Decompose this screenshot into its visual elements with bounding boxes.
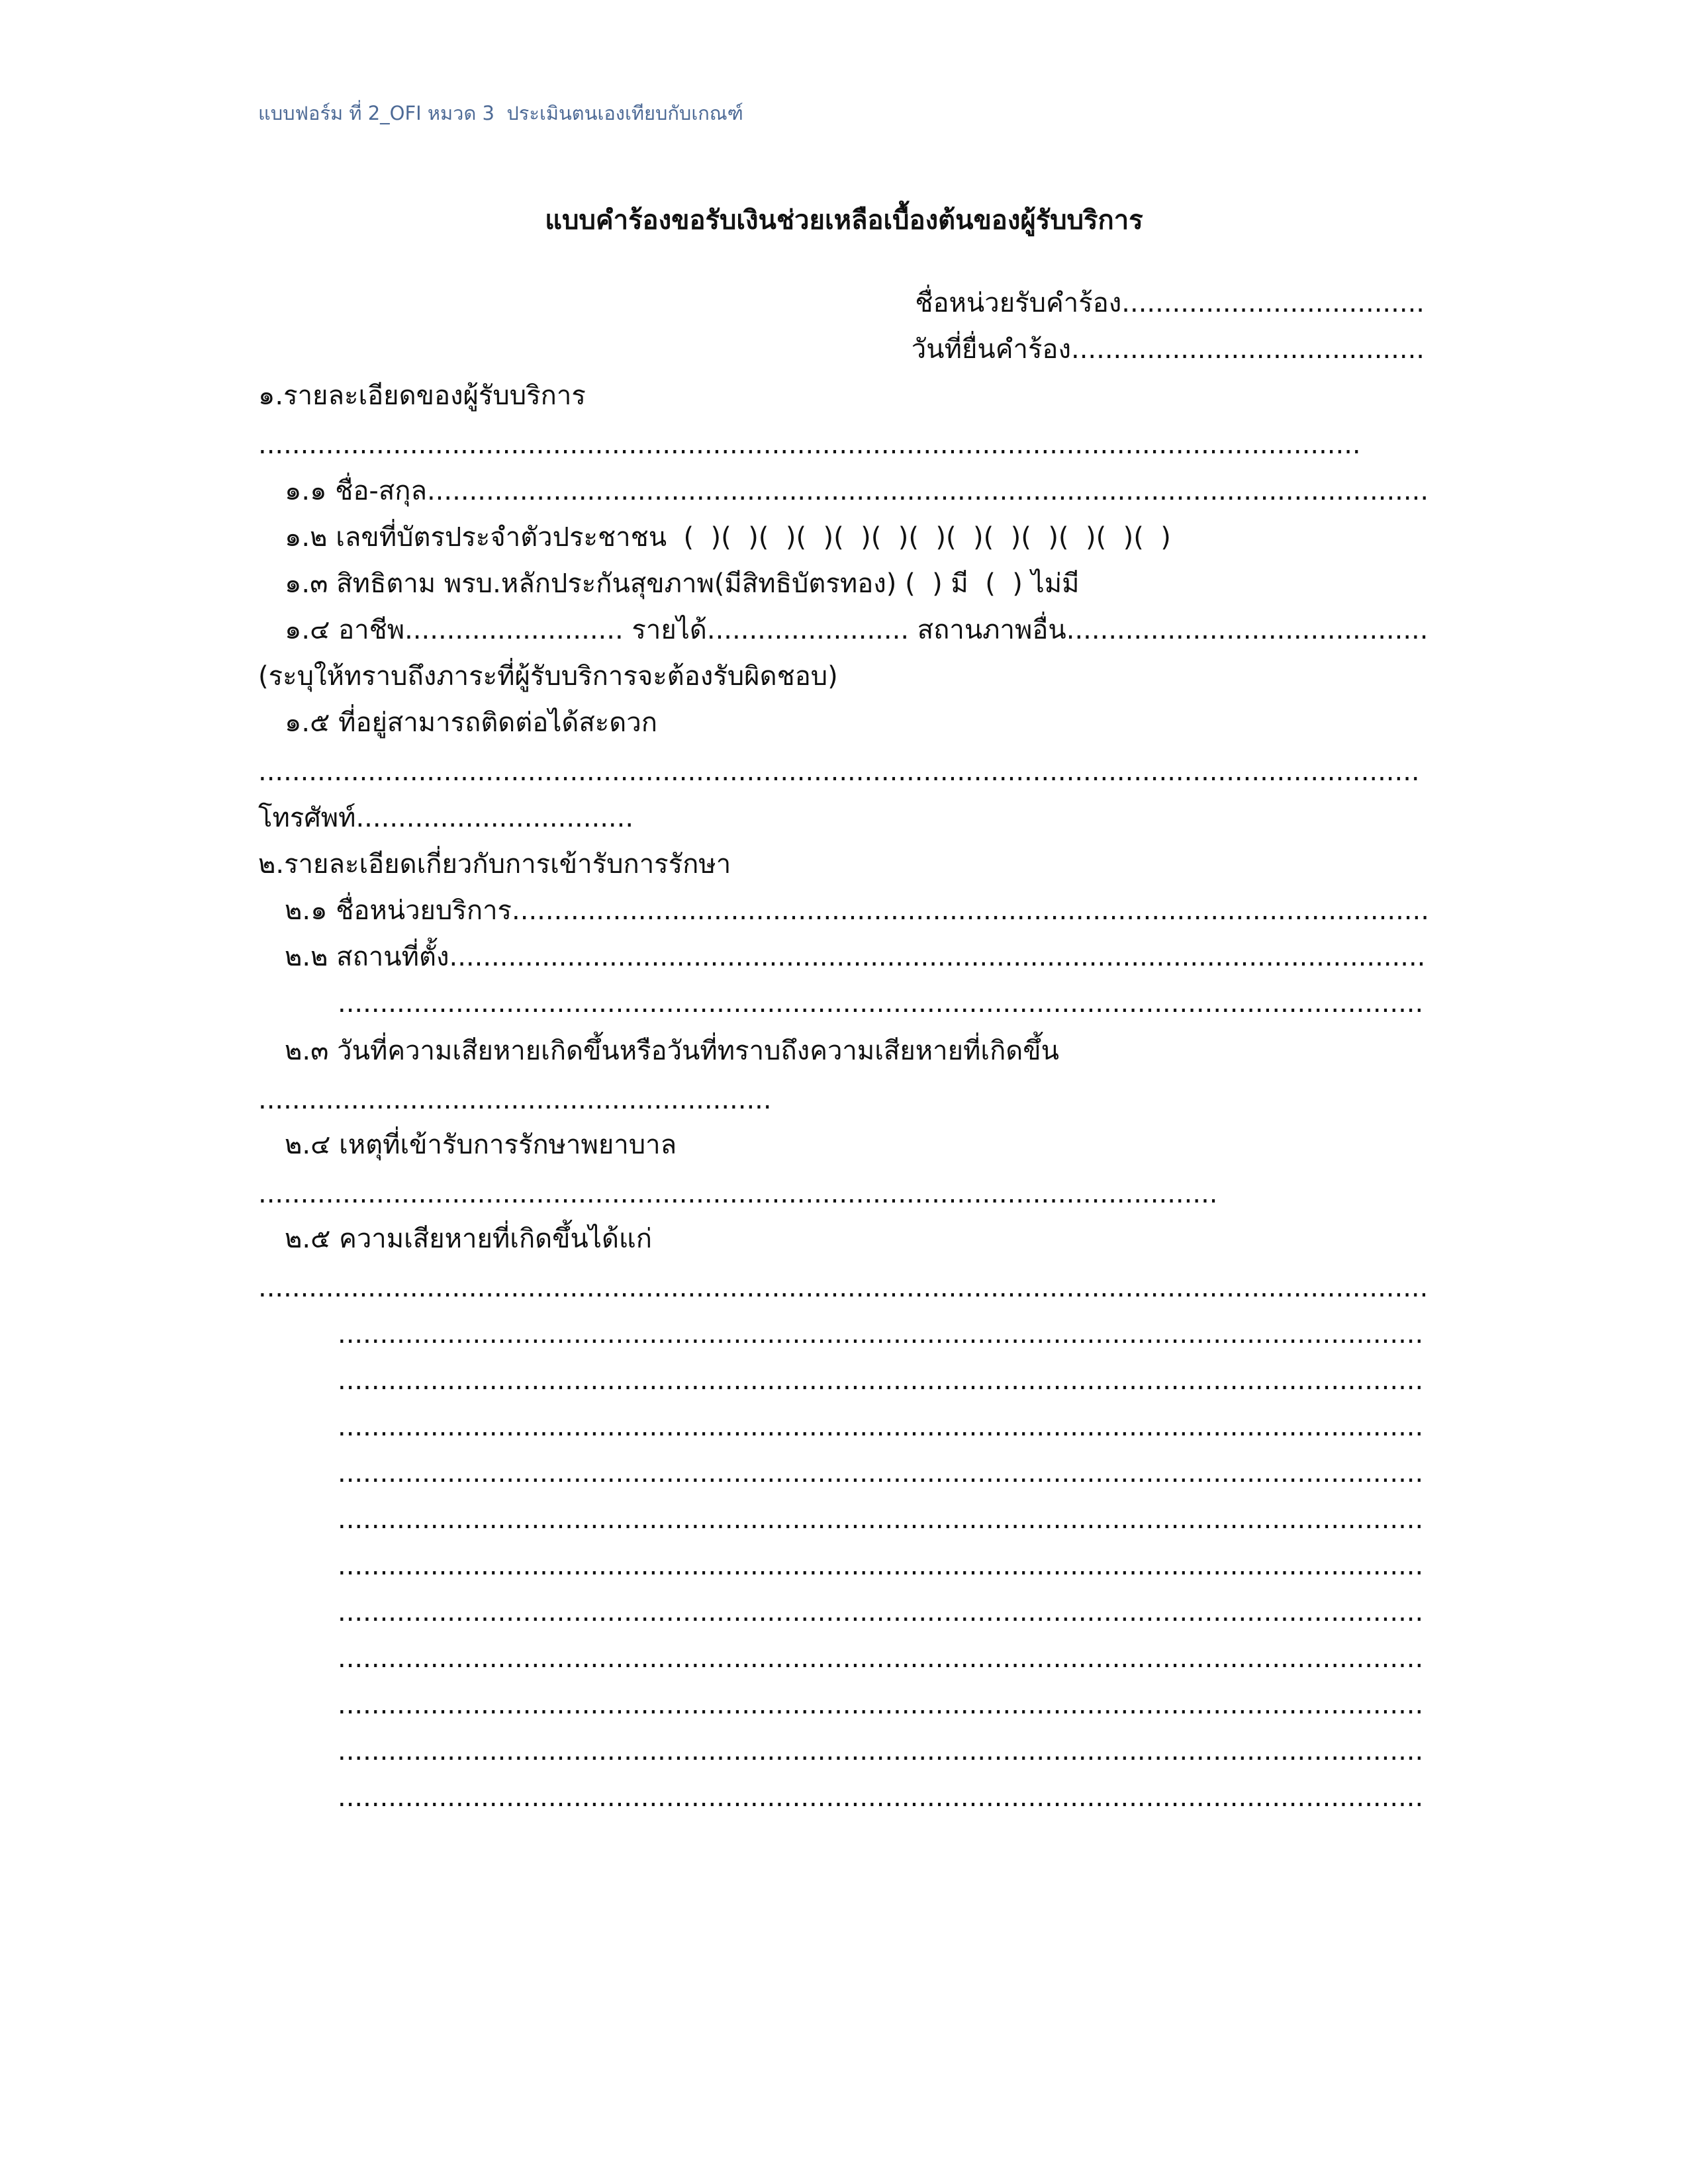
section2-heading: ๒.รายละเอียดเกี่ยวกับการเข้ารับการรักษา	[258, 849, 731, 880]
item-2-3-damage-date: ๒.๓ วันที่ความเสียหายเกิดขึ้นหรือวันที่ทราบถึงความเสียหายที่เกิดขึ้น	[285, 1036, 1059, 1066]
blank-line: .................................................................................................................................	[338, 1551, 1424, 1581]
section1-heading: ๑.รายละเอียดของผู้รับบริการ	[258, 381, 586, 411]
item-2-1-service-unit: ๒.๑ ชื่อหน่วยบริการ.............................................................................................................	[285, 895, 1429, 926]
submission-date-field: วันที่ยื่นคำร้อง..........................................	[911, 334, 1425, 365]
blank-line: .................................................................................................................................	[338, 1504, 1424, 1535]
item-1-2-id-number: ๑.๒ เลขที่บัตรประจำตัวประชาชน ( )( )( )( )( )( )( )( )( )( )( )( )( )	[285, 522, 1171, 553]
blank-line: .................................................................................................................................	[338, 1412, 1424, 1442]
item-1-1-name: ๑.๑ ชื่อ-สกุล.......................................................................................................................	[285, 476, 1429, 506]
item-2-2-location-cont: .................................................................................................................................	[338, 988, 1424, 1019]
item-2-4-reason: ๒.๔ เหตุที่เข้ารับการรักษาพยาบาล	[285, 1130, 677, 1160]
receiving-unit-field: ชื่อหน่วยรับคำร้อง....................................	[915, 288, 1425, 318]
blank-line: .................................................................................................................................	[338, 1782, 1424, 1813]
blank-line: .................................................................................................................................	[338, 1643, 1424, 1674]
blank-line: .................................................................................................................................	[338, 1365, 1424, 1396]
item-1-3-rights: ๑.๓ สิทธิตาม พรบ.หลักประกันสุขภาพ(มีสิทธิบัตรทอง) ( ) มี ( ) ไม่มี	[285, 569, 1080, 599]
item-2-3-dots: .............................................................	[258, 1085, 772, 1115]
item-1-5-address-dots: ..........................................................................................................................................	[258, 756, 1429, 787]
item-2-5-dots: ...........................................................................................................................................	[258, 1273, 1429, 1303]
blank-line: .................................................................................................................................	[338, 1597, 1424, 1627]
item-1-4-note: (ระบุให้ทราบถึงภาระที่ผู้รับบริการจะต้องรับผิดชอบ)	[258, 661, 838, 692]
item-2-5-damage: ๒.๕ ความเสียหายที่เกิดขึ้นได้แก่	[285, 1224, 652, 1254]
blank-line: .................................................................................................................................	[338, 1458, 1424, 1488]
blank-line: .................................................................................................................................	[338, 1690, 1424, 1720]
form-header: แบบฟอร์ม ที่ 2_OFI หมวด 3 ประเมินตนเองเทียบกับเกณฑ์	[258, 102, 743, 124]
item-2-4-dots: ..................................................................................................................	[258, 1179, 1218, 1209]
phone-field: โทรศัพท์.................................	[258, 803, 634, 833]
item-2-2-location: ๒.๒ สถานที่ตั้ง....................................................................................................................	[285, 942, 1426, 972]
blank-line: .................................................................................................................................	[338, 1319, 1424, 1349]
item-1-5-address: ๑.๕ ที่อยู่สามารถติดต่อได้สะดวก	[285, 707, 657, 738]
blank-line: .................................................................................................................................	[338, 1736, 1424, 1766]
item-1-4-occupation: ๑.๔ อาชีพ.......................... รายได้........................ สถานภาพอื่น...........................................	[285, 615, 1429, 645]
section1-heading-dots: ...................................................................................................................................	[258, 430, 1361, 460]
form-title: แบบคำร้องขอรับเงินช่วยเหลือเบื้องต้นของผู้รับบริการ	[545, 205, 1143, 236]
